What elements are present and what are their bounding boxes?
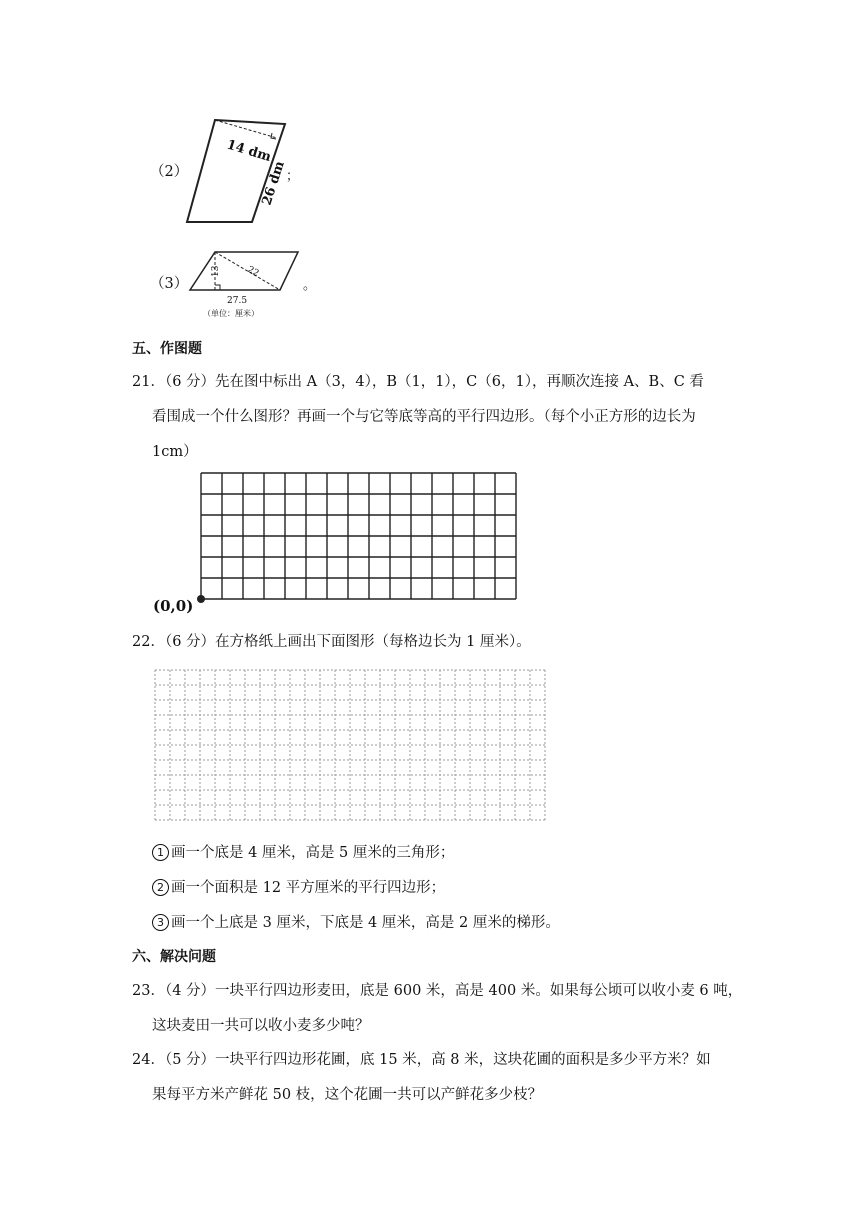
q23-line2: 这块麦田一共可以收小麦多少吨？ (152, 1018, 370, 1034)
circled-number-2: 2 (152, 879, 169, 896)
q22-item-2: 2 画一个面积是 12 平方厘米的平行四边形； (152, 878, 445, 898)
q23-line1: 23．（4 分）一块平行四边形麦田，底是 600 米，高是 400 米。如果每公顷可以收小麦 6 吨， (132, 983, 743, 999)
dim-height-26dm: 26 dm (259, 159, 288, 208)
part2-suffix: ； (286, 169, 300, 184)
parallelogram-figure-2 (180, 110, 305, 230)
part3-suffix: 。 (303, 278, 317, 293)
origin-dot (197, 595, 205, 603)
parallelogram-figure-3 (185, 245, 320, 323)
q21-coordinate-grid[interactable] (145, 465, 525, 620)
unit-note: （单位：厘米） (203, 309, 259, 318)
q21-line2: 看围成一个什么图形？再画一个与它等底等高的平行四边形。（每个小正方形的边长为 (152, 409, 696, 425)
q21-line1: 21．（6 分）先在图中标出 A（3，4），B（1，1），C（6，1），再顺次连接 A、B、C 看 (132, 374, 704, 390)
q24-line1: 24．（5 分）一块平行四边形花圃，底 15 米，高 8 米，这块花圃的面积是多少平方米？如 (132, 1052, 711, 1068)
dim-height-13: 13 (211, 265, 221, 277)
dim-diag-22: 22 (245, 264, 261, 280)
q22-line1: 22．（6 分）在方格纸上画出下面图形（每格边长为 1 厘米）。 (132, 634, 531, 650)
q22-item-3: 3 画一个上底是 3 厘米，下底是 4 厘米，高是 2 厘米的梯形。 (152, 913, 560, 933)
q22-item-1: 1 画一个底是 4 厘米，高是 5 厘米的三角形； (152, 843, 454, 863)
q24-line2: 果每平方米产鲜花 50 枝，这个花圃一共可以产鲜花多少枝？ (152, 1087, 543, 1103)
section-title-6: 六、解决问题 (132, 949, 216, 965)
circled-number-1: 1 (152, 844, 169, 861)
section-title-5: 五、作图题 (132, 341, 202, 357)
part2-label: （2） (150, 164, 189, 180)
circled-number-3: 3 (152, 914, 169, 931)
origin-label: (0,0) (153, 597, 194, 615)
dim-base-14dm: 14 dm (224, 137, 273, 166)
q22-grid-paper[interactable] (150, 665, 550, 825)
dim-base-27-5: 27.5 (227, 296, 248, 306)
part3-label: （3） (150, 276, 189, 292)
q21-line3: 1cm） (152, 444, 198, 460)
